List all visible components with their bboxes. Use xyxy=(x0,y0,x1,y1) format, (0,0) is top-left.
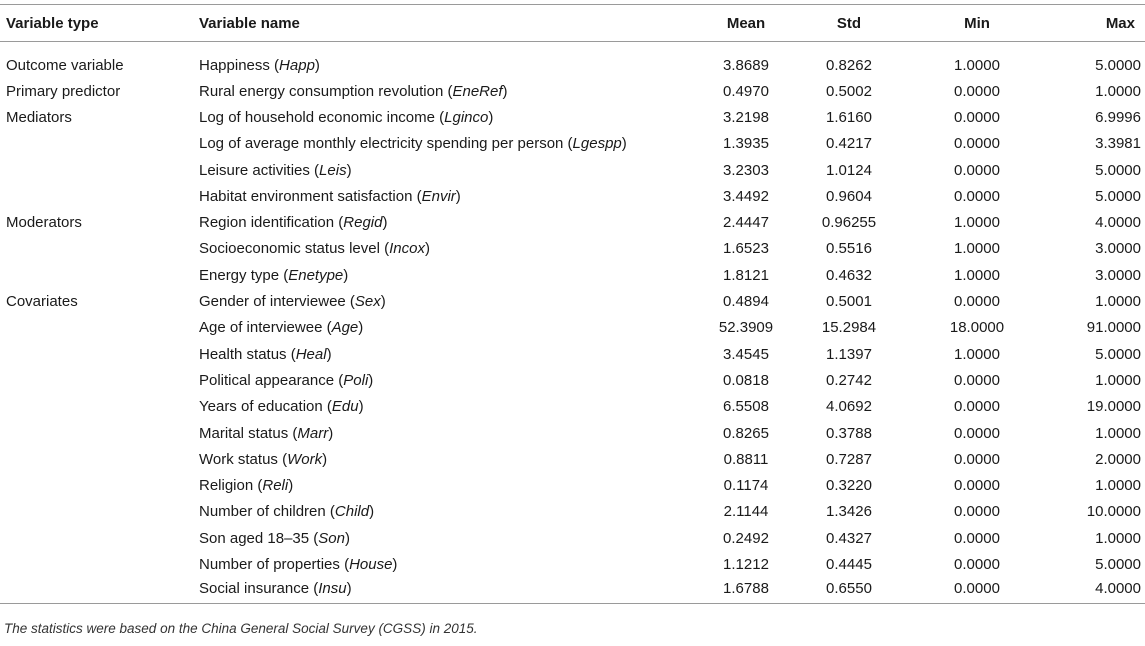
cell-std: 15.2984 xyxy=(821,319,877,337)
variable-abbreviation: Incox xyxy=(389,240,425,258)
cell-variable-name xyxy=(199,341,711,367)
variable-name-text: Marital status ( xyxy=(199,424,298,442)
variable-abbreviation: Insu xyxy=(318,580,347,598)
variable-name-text: Log of average monthly electricity spending per person ( xyxy=(199,135,573,153)
table-row xyxy=(0,157,1145,183)
cell-variable-type xyxy=(0,131,199,157)
cell-min: 1.0000 xyxy=(954,214,1000,232)
cell-variable-name xyxy=(199,499,711,525)
variable-name-text: Social insurance ( xyxy=(199,580,319,598)
table-row xyxy=(0,315,1145,341)
closing-paren: ) xyxy=(358,319,364,337)
table-row xyxy=(0,209,1145,235)
variable-name-text: Socioeconomic status level ( xyxy=(199,240,390,258)
cell-max: 1.0000 xyxy=(1095,477,1141,495)
header-variable-name: Variable name xyxy=(199,5,711,42)
cell-std: 1.0124 xyxy=(826,161,872,179)
cell-min: 0.0000 xyxy=(954,477,1000,495)
cell-min: 0.0000 xyxy=(954,398,1000,416)
cell-max: 1.0000 xyxy=(1095,293,1141,311)
cell-max: 3.0000 xyxy=(1095,240,1141,258)
cell-variable-name xyxy=(199,394,711,420)
table-footnote: The statistics were based on the China General Social Survey (CGSS) in 2015. xyxy=(4,621,478,636)
variable-abbreviation: Marr xyxy=(297,424,329,442)
table-row xyxy=(0,446,1145,472)
cell-variable-name xyxy=(199,551,711,577)
variable-abbreviation: Envir xyxy=(421,187,456,205)
variable-name-text: Work status ( xyxy=(199,450,288,468)
cell-variable-type: Mediators xyxy=(6,108,72,126)
cell-max: 91.0000 xyxy=(1086,319,1141,337)
cell-variable-type xyxy=(0,262,199,288)
cell-max: 10.0000 xyxy=(1086,503,1141,521)
cell-variable-type xyxy=(0,499,199,525)
table-body xyxy=(0,42,1145,604)
cell-min: 0.0000 xyxy=(954,371,1000,389)
cell-mean: 2.4447 xyxy=(723,214,769,232)
table-row xyxy=(0,288,1145,314)
cell-variable-name xyxy=(199,288,711,314)
table-row xyxy=(0,367,1145,393)
cell-mean: 0.8265 xyxy=(723,424,769,442)
cell-std: 0.7287 xyxy=(826,450,872,468)
variable-abbreviation: Child xyxy=(334,503,370,521)
cell-max: 5.0000 xyxy=(1095,187,1141,205)
table-row xyxy=(0,262,1145,288)
closing-paren: ) xyxy=(346,580,352,598)
variable-abbreviation: Regid xyxy=(343,214,383,232)
variable-name-text: Region identification ( xyxy=(199,214,344,232)
cell-max: 5.0000 xyxy=(1095,161,1141,179)
cell-mean: 1.3935 xyxy=(723,135,769,153)
closing-paren: ) xyxy=(322,450,328,468)
cell-variable-type xyxy=(0,551,199,577)
cell-max: 1.0000 xyxy=(1095,82,1141,100)
cell-std: 4.0692 xyxy=(826,398,872,416)
cell-variable-type xyxy=(0,341,199,367)
variable-abbreviation: House xyxy=(349,555,393,573)
cell-min: 1.0000 xyxy=(954,345,1000,363)
cell-variable-name xyxy=(199,157,711,183)
cell-variable-name xyxy=(199,236,711,262)
cell-mean: 0.4894 xyxy=(723,293,769,311)
cell-mean: 0.2492 xyxy=(723,529,769,547)
cell-mean: 1.6523 xyxy=(723,240,769,258)
table-row xyxy=(0,525,1145,551)
cell-max: 3.3981 xyxy=(1095,135,1141,153)
header-max: Max xyxy=(1037,5,1145,42)
header-row xyxy=(0,5,1145,42)
cell-variable-name xyxy=(199,42,711,79)
cell-std: 0.5001 xyxy=(826,293,872,311)
table-row xyxy=(0,104,1145,130)
cell-std: 0.5002 xyxy=(826,82,872,100)
cell-variable-name xyxy=(199,578,711,604)
cell-min: 0.0000 xyxy=(954,529,1000,547)
variable-name-text: Log of household economic income ( xyxy=(199,108,445,126)
cell-std: 0.4217 xyxy=(826,135,872,153)
cell-mean: 52.3909 xyxy=(718,319,774,337)
cell-mean: 3.2303 xyxy=(723,161,769,179)
closing-paren: ) xyxy=(346,161,352,179)
cell-max: 5.0000 xyxy=(1095,56,1141,74)
cell-mean: 1.1212 xyxy=(723,555,769,573)
cell-std: 0.4445 xyxy=(826,555,872,573)
cell-mean: 0.0818 xyxy=(723,371,769,389)
variable-abbreviation: Lgespp xyxy=(572,135,622,153)
table-row xyxy=(0,78,1145,104)
variable-abbreviation: Enetype xyxy=(288,266,344,284)
cell-variable-name xyxy=(199,525,711,551)
variable-name-text: Rural energy consumption revolution ( xyxy=(199,82,453,100)
cell-min: 1.0000 xyxy=(954,56,1000,74)
variable-name-text: Health status ( xyxy=(199,345,296,363)
cell-variable-name xyxy=(199,209,711,235)
closing-paren: ) xyxy=(455,187,461,205)
variable-abbreviation: Heal xyxy=(295,345,327,363)
closing-paren: ) xyxy=(369,503,375,521)
closing-paren: ) xyxy=(424,240,430,258)
cell-min: 1.0000 xyxy=(954,240,1000,258)
cell-min: 0.0000 xyxy=(954,135,1000,153)
variable-name-text: Energy type ( xyxy=(199,266,289,284)
variable-name-text: Son aged 18–35 ( xyxy=(199,529,319,547)
cell-max: 19.0000 xyxy=(1086,398,1141,416)
table-row xyxy=(0,341,1145,367)
variable-abbreviation: Poli xyxy=(343,371,369,389)
cell-max: 3.0000 xyxy=(1095,266,1141,284)
cell-variable-type xyxy=(0,183,199,209)
variable-abbreviation: EneRef xyxy=(452,82,503,100)
variable-name-text: Leisure activities ( xyxy=(199,161,320,179)
cell-max: 6.9996 xyxy=(1095,108,1141,126)
cell-variable-type: Primary predictor xyxy=(6,82,121,100)
table-row xyxy=(0,499,1145,525)
cell-std: 0.9604 xyxy=(826,187,872,205)
cell-std: 1.1397 xyxy=(826,345,872,363)
table-row xyxy=(0,420,1145,446)
table-row xyxy=(0,42,1145,79)
cell-variable-type xyxy=(0,525,199,551)
cell-variable-type xyxy=(0,472,199,498)
header-mean: Mean xyxy=(711,5,781,42)
cell-variable-type xyxy=(0,578,199,604)
cell-mean: 0.4970 xyxy=(723,82,769,100)
cell-variable-name xyxy=(199,446,711,472)
cell-std: 0.3220 xyxy=(826,477,872,495)
cell-variable-name xyxy=(199,104,711,130)
cell-min: 0.0000 xyxy=(954,187,1000,205)
table-row xyxy=(0,472,1145,498)
variable-name-text: Number of children ( xyxy=(199,503,335,521)
variable-abbreviation: Sex xyxy=(354,293,381,311)
table-row xyxy=(0,236,1145,262)
closing-paren: ) xyxy=(368,371,374,389)
cell-variable-name xyxy=(199,472,711,498)
cell-max: 1.0000 xyxy=(1095,371,1141,389)
cell-std: 0.8262 xyxy=(826,56,872,74)
variable-name-text: Years of education ( xyxy=(199,398,332,416)
cell-variable-type: Covariates xyxy=(6,293,78,311)
variable-abbreviation: Edu xyxy=(331,398,359,416)
cell-variable-name xyxy=(199,262,711,288)
cell-mean: 1.8121 xyxy=(723,266,769,284)
cell-variable-type xyxy=(0,367,199,393)
cell-min: 1.0000 xyxy=(954,266,1000,284)
closing-paren: ) xyxy=(380,293,386,311)
cell-min: 0.0000 xyxy=(954,82,1000,100)
table-row xyxy=(0,183,1145,209)
cell-variable-type: Outcome variable xyxy=(6,56,124,74)
cell-std: 1.6160 xyxy=(826,108,872,126)
variable-name-text: Political appearance ( xyxy=(199,371,344,389)
variable-abbreviation: Son xyxy=(318,529,345,547)
closing-paren: ) xyxy=(328,424,334,442)
cell-mean: 3.4545 xyxy=(723,345,769,363)
cell-max: 4.0000 xyxy=(1037,578,1145,604)
cell-mean: 1.6788 xyxy=(711,578,781,604)
variable-name-text: Religion ( xyxy=(199,477,263,495)
cell-variable-type xyxy=(0,236,199,262)
variable-name-text: Happiness ( xyxy=(199,56,280,74)
closing-paren: ) xyxy=(382,214,388,232)
cell-mean: 3.2198 xyxy=(723,108,769,126)
cell-max: 2.0000 xyxy=(1095,450,1141,468)
closing-paren: ) xyxy=(358,398,364,416)
cell-variable-name xyxy=(199,367,711,393)
cell-max: 1.0000 xyxy=(1095,424,1141,442)
table-row xyxy=(0,131,1145,157)
variable-abbreviation: Reli xyxy=(262,477,289,495)
cell-variable-type xyxy=(0,420,199,446)
cell-max: 4.0000 xyxy=(1095,214,1141,232)
cell-std: 1.3426 xyxy=(826,503,872,521)
variable-abbreviation: Happ xyxy=(279,56,315,74)
cell-variable-type xyxy=(0,315,199,341)
header-min: Min xyxy=(917,5,1037,42)
closing-paren: ) xyxy=(314,56,320,74)
variable-name-text: Number of properties ( xyxy=(199,555,350,573)
closing-paren: ) xyxy=(392,555,398,573)
cell-std: 0.3788 xyxy=(826,424,872,442)
cell-mean: 3.8689 xyxy=(723,56,769,74)
cell-min: 0.0000 xyxy=(954,108,1000,126)
cell-variable-type xyxy=(0,446,199,472)
table-row xyxy=(0,551,1145,577)
variable-abbreviation: Age xyxy=(331,319,359,337)
cell-std: 0.5516 xyxy=(826,240,872,258)
closing-paren: ) xyxy=(502,82,508,100)
table-row xyxy=(0,578,1145,604)
cell-variable-name xyxy=(199,420,711,446)
closing-paren: ) xyxy=(288,477,294,495)
cell-std: 0.2742 xyxy=(826,371,872,389)
cell-mean: 0.1174 xyxy=(723,477,769,495)
cell-mean: 3.4492 xyxy=(723,187,769,205)
closing-paren: ) xyxy=(621,135,627,153)
cell-std: 0.6550 xyxy=(781,578,917,604)
variable-name-text: Habitat environment satisfaction ( xyxy=(199,187,422,205)
cell-min: 0.0000 xyxy=(917,578,1037,604)
closing-paren: ) xyxy=(343,266,349,284)
variable-name-text: Age of interviewee ( xyxy=(199,319,332,337)
variable-abbreviation: Leis xyxy=(319,161,347,179)
cell-mean: 6.5508 xyxy=(723,398,769,416)
cell-variable-name xyxy=(199,315,711,341)
closing-paren: ) xyxy=(326,345,332,363)
closing-paren: ) xyxy=(488,108,494,126)
cell-variable-type: Moderators xyxy=(6,214,82,232)
header-variable-type: Variable type xyxy=(0,5,199,42)
cell-std: 0.4327 xyxy=(826,529,872,547)
cell-variable-name xyxy=(199,78,711,104)
cell-variable-type xyxy=(0,157,199,183)
table-row xyxy=(0,394,1145,420)
variable-abbreviation: Lginco xyxy=(444,108,489,126)
cell-min: 0.0000 xyxy=(954,161,1000,179)
cell-std: 0.96255 xyxy=(821,214,877,232)
cell-max: 1.0000 xyxy=(1095,529,1141,547)
cell-mean: 2.1144 xyxy=(723,503,769,521)
cell-min: 18.0000 xyxy=(949,319,1005,337)
cell-min: 0.0000 xyxy=(954,293,1000,311)
cell-min: 0.0000 xyxy=(954,503,1000,521)
variable-abbreviation: Work xyxy=(287,450,323,468)
cell-variable-name xyxy=(199,131,711,157)
cell-min: 0.0000 xyxy=(954,424,1000,442)
cell-variable-type xyxy=(0,394,199,420)
cell-variable-name xyxy=(199,183,711,209)
cell-max: 5.0000 xyxy=(1095,345,1141,363)
cell-min: 0.0000 xyxy=(954,450,1000,468)
cell-max: 5.0000 xyxy=(1095,555,1141,573)
cell-std: 0.4632 xyxy=(826,266,872,284)
cell-min: 0.0000 xyxy=(954,555,1000,573)
table-header xyxy=(0,5,1145,42)
descriptive-statistics-table xyxy=(0,4,1145,604)
cell-mean: 0.8811 xyxy=(723,450,769,468)
header-std: Std xyxy=(781,5,917,42)
closing-paren: ) xyxy=(344,529,350,547)
variable-name-text: Gender of interviewee ( xyxy=(199,293,355,311)
